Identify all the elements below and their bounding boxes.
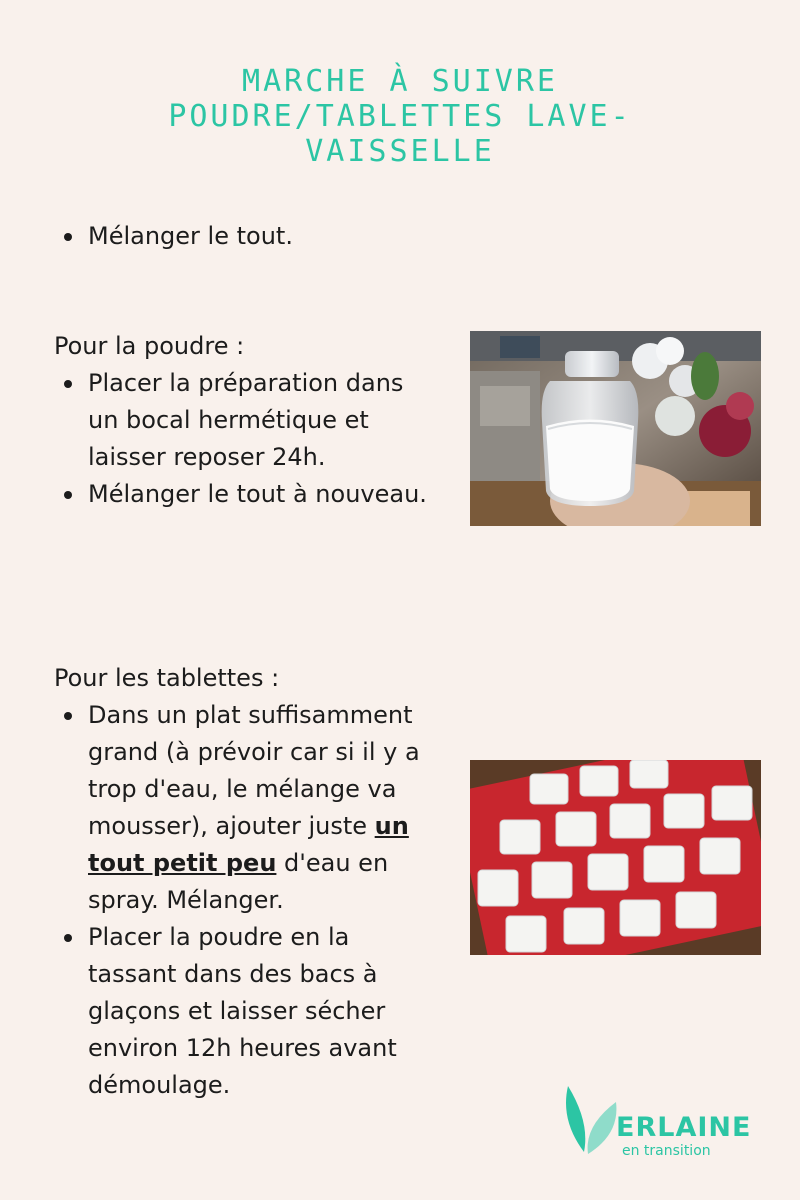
tablets-step-1-end: d'eau en spray. Mélanger.	[88, 849, 389, 914]
powder-section	[54, 328, 434, 513]
general-step-list	[54, 218, 434, 255]
powder-steps	[54, 365, 434, 513]
title-line-1: MARCHE À SUIVRE	[242, 64, 558, 99]
list-item: Mélanger le tout.	[54, 218, 434, 255]
tablets-step-1-start: Dans un plat suffisamment grand (à prévoir car si il y a trop d'eau, le mélange va mousser), ajouter juste	[88, 701, 420, 840]
title-line-2: POUDRE/TABLETTES LAVE-	[168, 99, 632, 134]
logo-tagline: en transition	[622, 1143, 711, 1159]
tablets-label: Pour les tablettes :	[54, 664, 280, 692]
powder-label: Pour la poudre :	[54, 332, 245, 360]
list-item: Mélanger le tout à nouveau.	[54, 476, 434, 513]
ice-cube-tray-tablets-photo	[470, 760, 761, 955]
list-item	[54, 697, 434, 919]
title-line-3: VAISSELLE	[305, 134, 495, 169]
brand-logo	[562, 1080, 782, 1160]
list-item: Placer la poudre en la tassant dans des bacs à glaçons et laisser sécher environ 12h heures avant démoulage.	[54, 919, 434, 1104]
tablets-section	[54, 660, 434, 1104]
emphasis-text: un tout petit peu	[88, 812, 409, 877]
jar-of-powder-photo	[470, 331, 761, 526]
leaf-v-icon	[562, 1080, 622, 1160]
general-step	[54, 218, 434, 255]
list-item: Placer la préparation dans un bocal hermétique et laisser reposer 24h.	[54, 365, 434, 476]
tablets-steps	[54, 697, 434, 1104]
page-title	[100, 64, 700, 169]
logo-wordmark: ERLAINE	[616, 1112, 752, 1143]
